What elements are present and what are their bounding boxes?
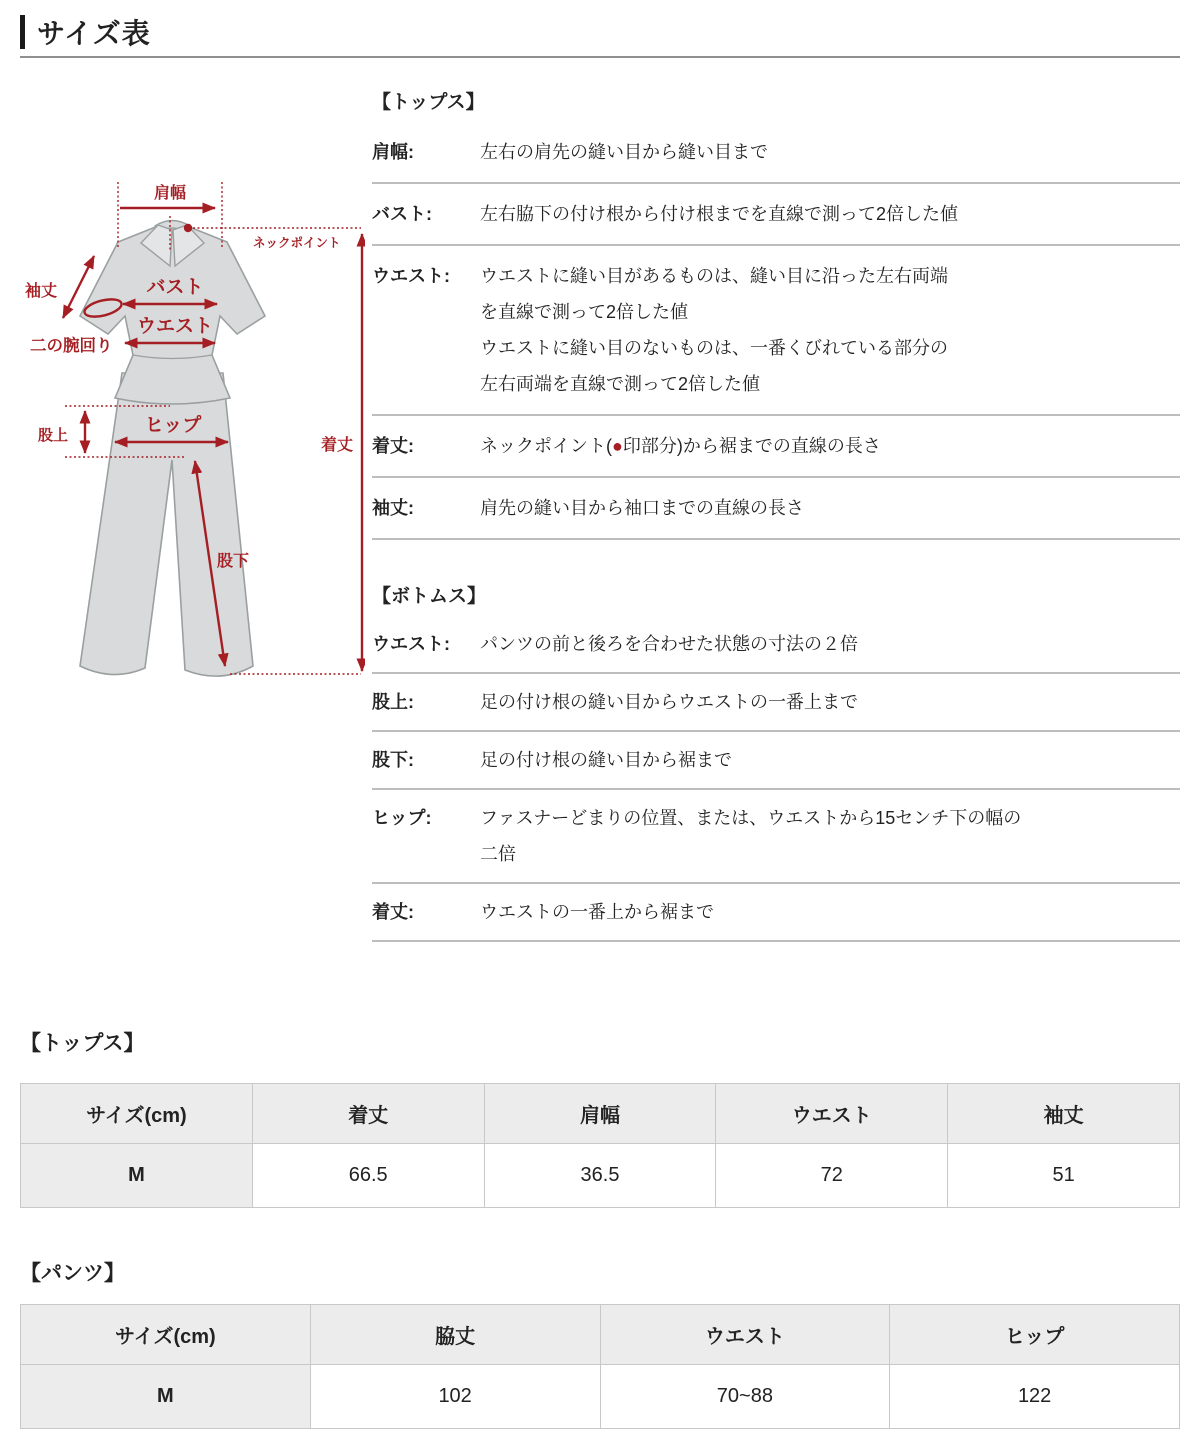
tops-definitions: [372, 88, 1180, 540]
diagram-label-sleeve-length: 袖丈: [25, 283, 58, 300]
size-cell: M: [21, 1144, 253, 1208]
table-header-row: [21, 1084, 1180, 1144]
table-header-row: [21, 1305, 1180, 1365]
measurement-diagram: [25, 168, 365, 788]
definition-desc: 左右脇下の付け根から付け根までを直線で測って2倍した値: [480, 204, 959, 224]
definition-row: [372, 732, 1180, 790]
diagram-label-length: 着丈: [321, 437, 354, 454]
column-header: サイズ(cm): [21, 1305, 311, 1365]
desc-text: 印部分)から裾までの直線の長さ: [622, 436, 881, 456]
definition-desc: [480, 800, 1180, 872]
desc-text: ネックポイント(: [480, 436, 612, 456]
column-header: ウエスト: [716, 1084, 948, 1144]
diagram-label-inseam: 股下: [217, 553, 250, 570]
definition-row: [372, 674, 1180, 732]
definition-desc: [480, 428, 1180, 464]
title-accent-bar: [20, 15, 25, 49]
definition-term: 着丈:: [372, 902, 414, 922]
value-cell: 51: [948, 1144, 1180, 1208]
column-header: 脇丈: [310, 1305, 600, 1365]
shirt-shape: [80, 222, 265, 404]
diagram-label-waist: ウエスト: [136, 316, 214, 337]
bottoms-definitions-heading: 【ボトムス】: [372, 586, 487, 607]
definition-desc: 足の付け根の縫い目から裾まで: [480, 750, 732, 770]
title-divider: [20, 56, 1180, 58]
column-header: 袖丈: [948, 1084, 1180, 1144]
pants-size-table: [20, 1304, 1180, 1429]
tops-table-heading: 【トップス】: [20, 1032, 145, 1055]
definition-desc-line: 二倍: [480, 844, 516, 864]
definition-desc: 左右の肩先の縫い目から縫い目まで: [480, 142, 768, 162]
definition-row: [372, 246, 1180, 416]
definition-desc-line: ウエストに縫い目があるものは、縫い目に沿った左右両端: [480, 266, 948, 286]
diagram-label-rise: 股上: [38, 427, 69, 444]
pants-table-heading: 【パンツ】: [20, 1262, 125, 1285]
neck-point-mark-icon: ●: [612, 436, 623, 456]
definition-term: 袖丈:: [372, 498, 414, 518]
definition-desc-line: ウエストに縫い目のないものは、一番くびれている部分の: [480, 338, 948, 358]
diagram-label-shoulder-width: 肩幅: [153, 185, 187, 202]
bottoms-definitions: [372, 582, 1180, 942]
value-cell: 66.5: [252, 1144, 484, 1208]
definition-term: ウエスト:: [372, 266, 450, 286]
column-header: 肩幅: [484, 1084, 716, 1144]
value-cell: 72: [716, 1144, 948, 1208]
definition-term: ウエスト:: [372, 634, 450, 654]
page-header: [20, 12, 151, 52]
definition-term: バスト:: [372, 204, 432, 224]
value-cell: 102: [310, 1365, 600, 1429]
size-cell: M: [21, 1365, 311, 1429]
tops-definitions-heading: 【トップス】: [372, 92, 485, 113]
column-header: サイズ(cm): [21, 1084, 253, 1144]
tops-size-table: [20, 1083, 1180, 1208]
definition-desc-line: 左右両端を直線で測って2倍した値: [480, 374, 761, 394]
neck-point-dot: [184, 224, 192, 232]
definition-term: 股下:: [372, 750, 414, 770]
definition-row: [372, 122, 1180, 184]
value-cell: 70~88: [600, 1365, 890, 1429]
page-title: サイズ表: [37, 18, 151, 49]
definition-term: 着丈:: [372, 436, 414, 456]
definition-term: 股上:: [372, 692, 414, 712]
definition-term: 肩幅:: [372, 142, 414, 162]
definition-desc: パンツの前と後ろを合わせた状態の寸法の２倍: [480, 634, 858, 654]
diagram-label-neck-point: ネックポイント: [253, 236, 341, 250]
definition-desc-line: ファスナーどまりの位置、または、ウエストから15センチ下の幅の: [480, 808, 1022, 828]
definition-desc: 肩先の縫い目から袖口までの直線の長さ: [480, 498, 804, 518]
definition-row: [372, 478, 1180, 540]
column-header: 着丈: [252, 1084, 484, 1144]
value-cell: 122: [890, 1365, 1180, 1429]
definition-row: [372, 416, 1180, 478]
definition-desc: 足の付け根の縫い目からウエストの一番上まで: [480, 692, 858, 712]
column-header: ヒップ: [890, 1305, 1180, 1365]
definition-row: [372, 790, 1180, 884]
definition-desc-line: を直線で測って2倍した値: [480, 302, 689, 322]
table-row: [21, 1144, 1180, 1208]
definition-term: ヒップ:: [372, 808, 432, 828]
definition-desc: [480, 258, 1180, 402]
pants-size-section: [20, 1260, 1180, 1429]
value-cell: 36.5: [484, 1144, 716, 1208]
definition-desc: ウエストの一番上から裾まで: [480, 902, 714, 922]
table-row: [21, 1365, 1180, 1429]
tops-size-section: [20, 1030, 1180, 1208]
column-header: ウエスト: [600, 1305, 890, 1365]
definition-row: [372, 184, 1180, 246]
definitions-panel: [372, 88, 1180, 942]
diagram-label-bust: バスト: [146, 277, 204, 298]
definition-row: [372, 884, 1180, 942]
diagram-label-upper-arm: 二の腕回り: [30, 337, 113, 355]
diagram-label-hip: ヒップ: [144, 415, 202, 436]
definition-row: [372, 616, 1180, 674]
